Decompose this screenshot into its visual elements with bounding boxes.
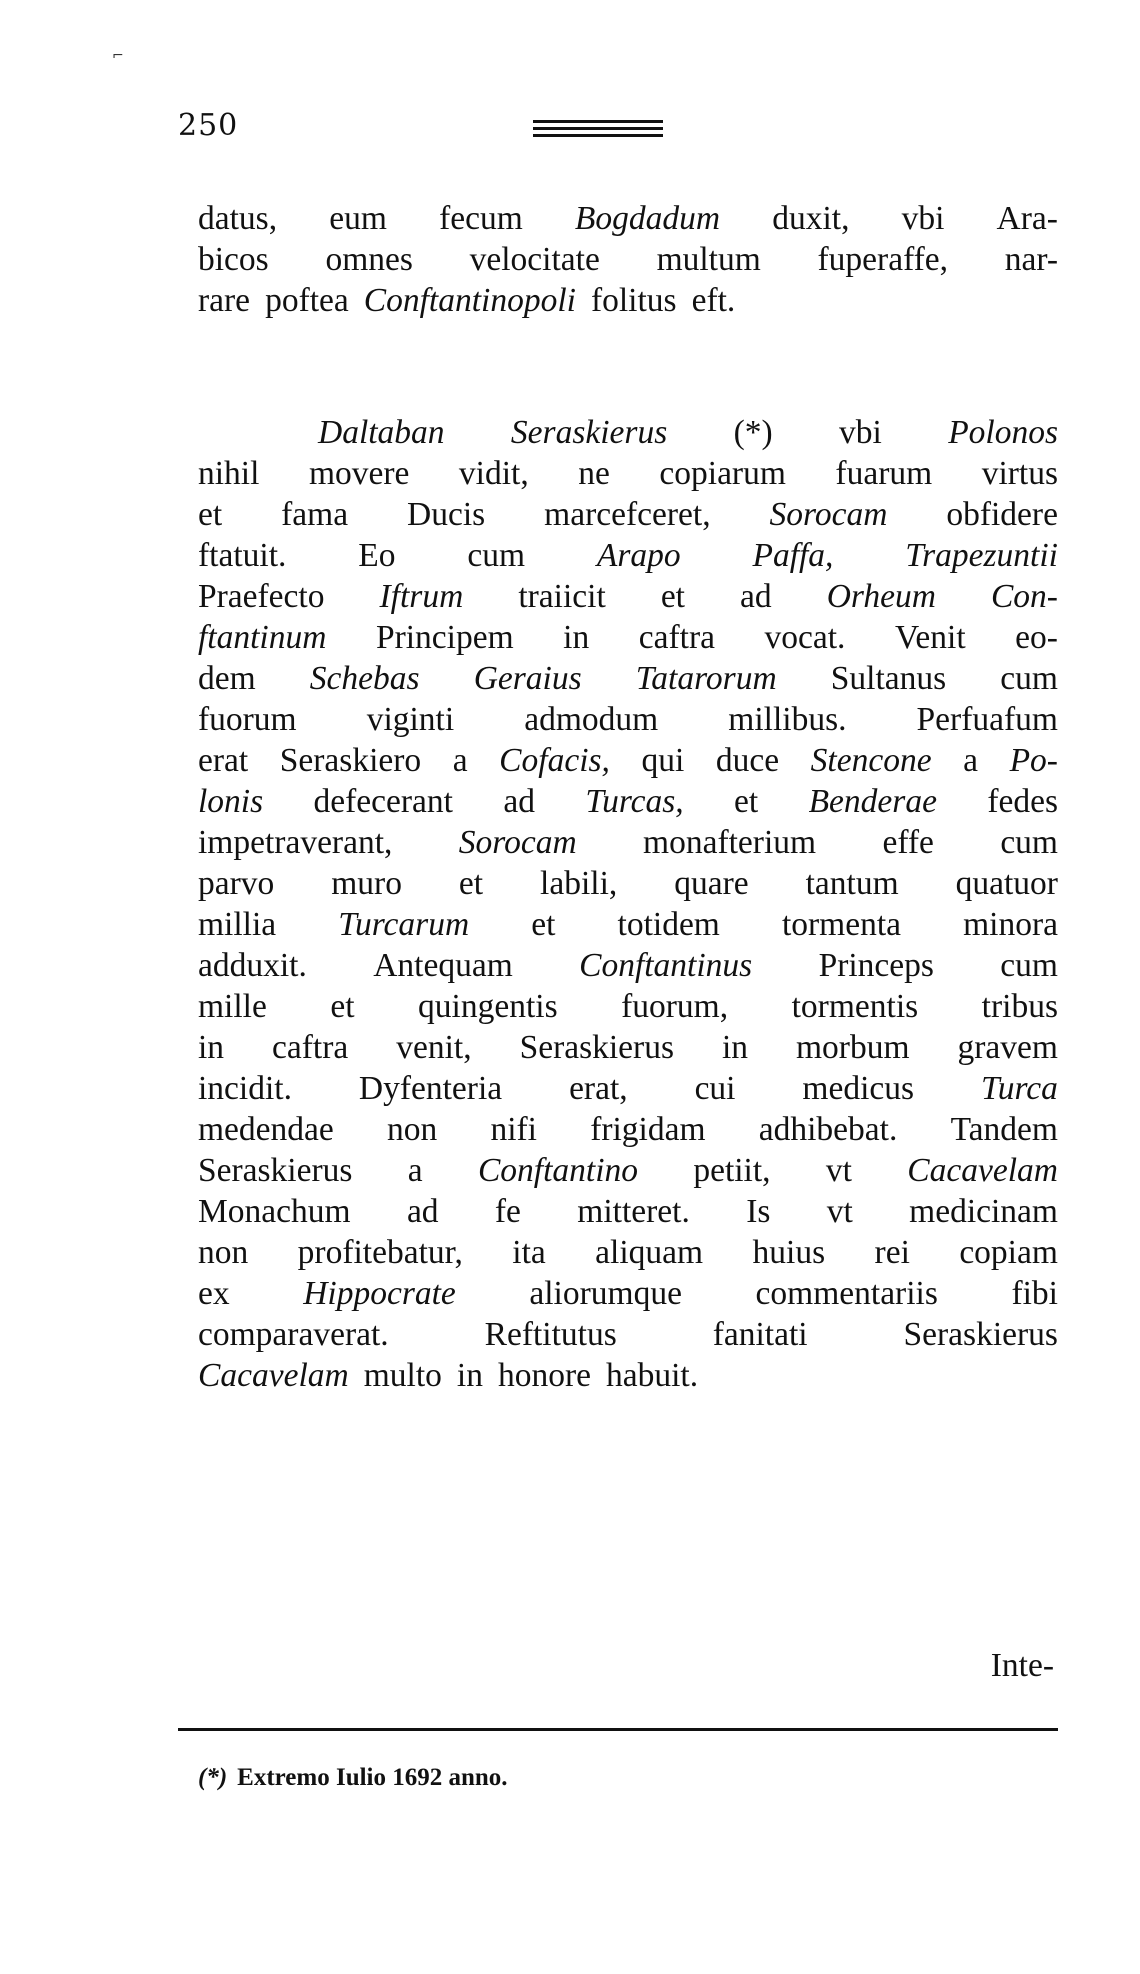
word: cui [694, 1070, 736, 1107]
word: Ducis [407, 496, 486, 533]
word: omnes [325, 241, 413, 278]
word: in [456, 1357, 483, 1394]
word: (*) [733, 414, 773, 451]
paragraph-daltaban [198, 412, 1058, 1396]
word: Perfuafum [916, 701, 1058, 738]
word: Sorocam [769, 496, 888, 533]
word: Tandem [950, 1111, 1058, 1148]
word: Orheum [826, 578, 936, 615]
word: nihil [198, 455, 260, 492]
word: Principem [375, 619, 514, 656]
word: tribus [981, 988, 1058, 1025]
text-line [198, 945, 1058, 986]
word: dem [198, 660, 256, 697]
word: profitebatur, [297, 1234, 463, 1271]
word: tormentis [791, 988, 919, 1025]
word: fibi [1011, 1275, 1058, 1312]
word: et [330, 988, 355, 1025]
corner-mark: ⌐ [112, 48, 124, 64]
text-line [198, 1355, 1058, 1396]
word: Seraskierus [903, 1316, 1058, 1353]
word: in [198, 1029, 225, 1066]
word: medendae [198, 1111, 334, 1148]
word: fecum [439, 200, 523, 237]
text-line [198, 453, 1058, 494]
word: huius [752, 1234, 826, 1271]
word: Po- [1009, 742, 1058, 779]
word: Sultanus [830, 660, 947, 697]
word: mille [198, 988, 267, 1025]
word: Bogdadum [574, 200, 721, 237]
word: morbum [796, 1029, 910, 1066]
word: vbi [901, 200, 945, 237]
text-line [198, 1232, 1058, 1273]
word: habuit. [605, 1357, 699, 1394]
word: Geraius [473, 660, 582, 697]
word: in [721, 1029, 749, 1066]
word: non [387, 1111, 438, 1148]
word: caftra [272, 1029, 349, 1066]
word: venit, [396, 1029, 472, 1066]
word: labili, [540, 865, 618, 902]
word: fuorum [198, 701, 297, 738]
word: Turcas, [585, 783, 684, 820]
word: Seraskiero [279, 742, 422, 779]
word: adhibebat. [758, 1111, 898, 1148]
word: cum [1000, 947, 1058, 984]
word: frigidam [590, 1111, 706, 1148]
word: Dyfenteria [358, 1070, 503, 1107]
word: eo- [1015, 619, 1058, 656]
text-line [198, 986, 1058, 1027]
word: multum [656, 241, 761, 278]
text-line [198, 1191, 1058, 1232]
word: Con- [990, 578, 1058, 615]
word: in [563, 619, 590, 656]
word: totidem [617, 906, 720, 943]
word: commentariis [755, 1275, 938, 1312]
word: fama [281, 496, 349, 533]
word: ita [512, 1234, 546, 1271]
word: lonis [198, 783, 264, 820]
word: Eo [358, 537, 396, 574]
word: cum [467, 537, 526, 574]
paragraph-continued [198, 198, 1058, 321]
word: muro [331, 865, 402, 902]
word: quingentis [418, 988, 558, 1025]
word: adduxit. [198, 947, 307, 984]
word: folitus [590, 282, 677, 319]
word: millia [198, 906, 277, 943]
word: movere [308, 455, 410, 492]
word: Iftrum [379, 578, 464, 615]
word: poftea [265, 282, 349, 319]
word: obfidere [946, 496, 1058, 533]
word: copiam [959, 1234, 1058, 1271]
word: honore [497, 1357, 591, 1394]
word: Benderae [808, 783, 937, 820]
word: duxit, [772, 200, 850, 237]
word: Tatarorum [635, 660, 777, 697]
word: virtus [981, 455, 1058, 492]
text-line [198, 535, 1058, 576]
word: medicus [802, 1070, 915, 1107]
word: quatuor [955, 865, 1058, 902]
word: Hippocrate [303, 1275, 456, 1312]
word: traiicit [518, 578, 606, 615]
word: fuperaffe, [817, 241, 949, 278]
text-line [198, 617, 1058, 658]
word: qui [641, 742, 685, 779]
word: Venit [894, 619, 966, 656]
word: vidit, [458, 455, 529, 492]
word: aliorumque [529, 1275, 682, 1312]
word: quare [674, 865, 749, 902]
page-number: 250 [178, 108, 239, 143]
word: Schebas [309, 660, 420, 697]
word: copiarum [659, 455, 786, 492]
word: petiit, [693, 1152, 771, 1189]
word: ftatuit. [198, 537, 287, 574]
word: ne [578, 455, 610, 492]
word: Cacavelam [198, 1357, 349, 1394]
word: millibus. [728, 701, 847, 738]
text-line [198, 699, 1058, 740]
word: cum [1000, 660, 1058, 697]
text-line [198, 863, 1058, 904]
word: et [734, 783, 759, 820]
word: Turca [980, 1070, 1058, 1107]
word: non [198, 1234, 249, 1271]
word: vt [826, 1193, 853, 1230]
word: ex [198, 1275, 230, 1312]
word: eft. [691, 282, 736, 319]
text-line [198, 576, 1058, 617]
word: Seraskierus [510, 414, 668, 451]
footnote [198, 1764, 508, 1792]
word: Seraskierus [519, 1029, 674, 1066]
text-line [198, 658, 1058, 699]
word: vbi [839, 414, 882, 451]
word: monafterium [643, 824, 817, 861]
text-line [198, 1068, 1058, 1109]
word: mitteret. [577, 1193, 690, 1230]
word: duce [715, 742, 780, 779]
word: Cofacis, [499, 742, 610, 779]
word: et [660, 578, 685, 615]
word: Trapezuntii [905, 537, 1058, 574]
word: a [963, 742, 979, 779]
word: datus, [198, 200, 278, 237]
word: Polonos [948, 414, 1058, 451]
footnote-rule [178, 1728, 1058, 1731]
word: Praefecto [198, 578, 325, 615]
word: Conftantino [477, 1152, 639, 1189]
word: parvo [198, 865, 275, 902]
word: bicos [198, 241, 269, 278]
text-line [198, 781, 1058, 822]
word: tormenta [781, 906, 902, 943]
word: Ara- [996, 200, 1058, 237]
footnote-text: Extremo Iulio 1692 anno. [237, 1764, 508, 1791]
word: fe [494, 1193, 521, 1230]
text-line [198, 198, 1058, 239]
word: ad [740, 578, 772, 615]
text-line [198, 1150, 1058, 1191]
text-line [198, 239, 1058, 280]
word: gravem [957, 1029, 1058, 1066]
word: Arapo [596, 537, 681, 574]
word: viginti [366, 701, 455, 738]
catchword: Inte- [990, 1647, 1054, 1684]
text-line [198, 412, 1058, 453]
word: caftra [638, 619, 715, 656]
word: Antequam [373, 947, 513, 984]
word: fuarum [835, 455, 933, 492]
word: Reftitutus [484, 1316, 617, 1353]
word: et [458, 865, 484, 902]
word: fedes [987, 783, 1058, 820]
header-rule [533, 120, 663, 141]
word: Stencone [810, 742, 932, 779]
word: fanitati [712, 1316, 808, 1353]
word: multo [363, 1357, 442, 1394]
word: erat, [569, 1070, 628, 1107]
word: Princeps [818, 947, 934, 984]
text-line [198, 740, 1058, 781]
text-line [198, 904, 1058, 945]
footnote-mark: (*) [198, 1764, 228, 1791]
word: Sorocam [458, 824, 577, 861]
word: vocat. [764, 619, 846, 656]
word: ad [406, 1193, 439, 1230]
word: tantum [805, 865, 899, 902]
word: ftantinum [198, 619, 327, 656]
word: Daltaban [318, 414, 445, 451]
word: eum [329, 200, 387, 237]
word: Cacavelam [907, 1152, 1058, 1189]
word: defecerant [313, 783, 453, 820]
word: a [452, 742, 468, 779]
text-line [198, 822, 1058, 863]
word: Seraskierus [198, 1152, 353, 1189]
text-line [198, 1314, 1058, 1355]
word: Is [746, 1193, 771, 1230]
word: rei [874, 1234, 910, 1271]
word: nifi [490, 1111, 537, 1148]
word: Paffa, [752, 537, 834, 574]
word: Turcarum [338, 906, 470, 943]
word: fuorum, [621, 988, 729, 1025]
word: ad [503, 783, 535, 820]
word: rare [198, 282, 251, 319]
word: a [407, 1152, 423, 1189]
word: minora [963, 906, 1058, 943]
word: incidit. [198, 1070, 292, 1107]
word: nar- [1004, 241, 1058, 278]
word: medicinam [909, 1193, 1058, 1230]
word: Conftantinopoli [363, 282, 576, 319]
word: impetraverant, [198, 824, 393, 861]
word: Monachum [198, 1193, 351, 1230]
word: velocitate [469, 241, 600, 278]
word: vt [825, 1152, 852, 1189]
word: cum [1000, 824, 1058, 861]
text-line [198, 1273, 1058, 1314]
text-line [198, 1109, 1058, 1150]
text-line [198, 280, 1058, 321]
text-line [198, 494, 1058, 535]
word: marcefceret, [544, 496, 711, 533]
word: erat [198, 742, 249, 779]
word: Conftantinus [579, 947, 753, 984]
word: et [531, 906, 556, 943]
word: aliquam [595, 1234, 704, 1271]
word: comparaverat. [198, 1316, 389, 1353]
text-line [198, 1027, 1058, 1068]
word: admodum [524, 701, 659, 738]
word: et [198, 496, 223, 533]
word: effe [882, 824, 934, 861]
